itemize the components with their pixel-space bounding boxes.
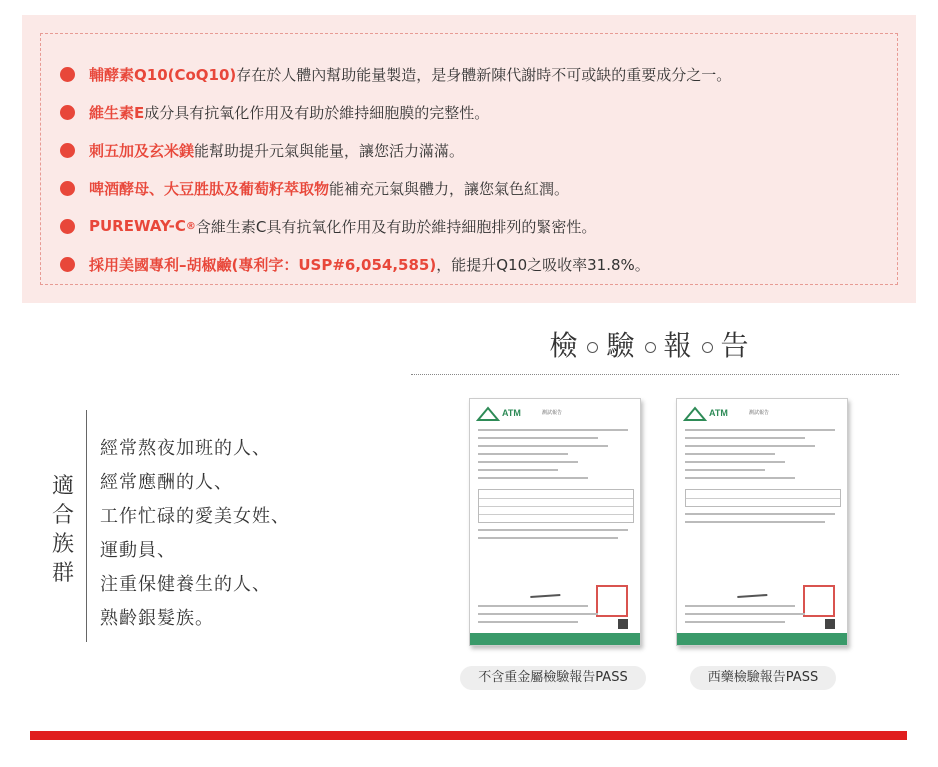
vertical-divider <box>86 410 87 642</box>
target-group-item: 工作忙碌的愛美女姓、 <box>100 506 290 527</box>
doc-heading: 測試報告 <box>542 410 563 416</box>
benefit-item <box>60 169 731 207</box>
target-group-item: 熟齡銀髮族。 <box>100 608 214 629</box>
text-line <box>478 613 598 615</box>
doc-footer <box>677 633 847 645</box>
text-line <box>685 621 785 623</box>
text-line <box>478 461 578 463</box>
text-line <box>478 537 618 539</box>
text-line <box>478 453 568 455</box>
stamp-icon <box>803 585 835 617</box>
text-line <box>478 469 558 471</box>
result-table <box>478 489 634 523</box>
logo-text: ATM <box>709 408 728 418</box>
text-line <box>685 461 785 463</box>
text-line <box>685 437 805 439</box>
qr-code-icon <box>618 619 628 629</box>
result-table <box>685 489 841 507</box>
benefit-highlight: 採用美國專利–胡椒鹼(專利字：USP#6,054,585) <box>89 255 437 274</box>
benefit-text: 存在於人體內幫助能量製造，是身體新陳代謝時不可或缺的重要成分之一。 <box>236 65 732 84</box>
benefit-highlight: 維生素E <box>89 103 145 122</box>
target-group-title: 適合族群 <box>51 474 74 586</box>
benefit-text: 能補充元氣與體力，讓您氣色紅潤。 <box>329 179 570 198</box>
signature-icon <box>530 584 561 598</box>
logo-text: ATM <box>502 408 521 418</box>
report-caption-western-medicine: 西藥檢驗報告PASS <box>690 666 836 690</box>
benefit-text: 成分具有抗氧化作用及有助於維持細胞膜的完整性。 <box>144 103 490 122</box>
dot-separator-icon <box>645 342 656 353</box>
target-group-item: 運動員、 <box>100 540 176 561</box>
text-line <box>478 477 588 479</box>
text-line <box>685 513 835 515</box>
dot-separator-icon <box>587 342 598 353</box>
registered-mark: ® <box>185 220 196 232</box>
report-caption-heavy-metal: 不含重金屬檢驗報告PASS <box>460 666 646 690</box>
text-line <box>478 605 588 607</box>
atm-logo-icon <box>476 404 526 422</box>
target-group-list <box>100 432 290 636</box>
text-line <box>685 477 795 479</box>
benefit-highlight: 刺五加及玄米鎂 <box>89 141 195 160</box>
text-line <box>478 529 628 531</box>
text-line <box>478 437 598 439</box>
test-report-document[interactable] <box>676 398 848 646</box>
benefit-item <box>60 131 731 169</box>
benefit-text: ，能提升Q10之吸收率31.8%。 <box>436 255 650 274</box>
benefit-highlight: 啤酒酵母、大豆胜肽及葡萄籽萃取物 <box>89 179 330 198</box>
benefit-item <box>60 207 731 245</box>
benefit-item <box>60 93 731 131</box>
benefits-panel <box>22 15 916 303</box>
text-line <box>478 429 628 431</box>
text-line <box>685 521 825 523</box>
benefit-highlight: 輔酵素Q10(CoQ10) <box>89 65 237 84</box>
benefit-text: 能幫助提升元氣與能量，讓您活力滿滿。 <box>194 141 465 160</box>
text-line <box>685 469 765 471</box>
text-line <box>685 453 775 455</box>
report-title <box>540 324 760 364</box>
bullet-icon <box>60 105 75 120</box>
report-title-char: 驗 <box>606 329 637 362</box>
qr-code-icon <box>825 619 835 629</box>
atm-logo-icon <box>683 404 733 422</box>
doc-footer <box>470 633 640 645</box>
target-group-item: 經常應酬的人、 <box>100 472 233 493</box>
bullet-icon <box>60 67 75 82</box>
benefit-text: 含維生素C具有抗氧化作用及有助於維持細胞排列的緊密性。 <box>195 217 597 236</box>
text-line <box>685 429 835 431</box>
text-line <box>478 445 608 447</box>
bottom-accent-bar <box>30 731 907 740</box>
text-line <box>685 605 795 607</box>
stamp-icon <box>596 585 628 617</box>
benefit-item <box>60 55 731 93</box>
text-line <box>685 445 815 447</box>
doc-heading: 測試報告 <box>749 410 770 416</box>
benefit-highlight: PUREWAY-C <box>89 217 186 235</box>
bullet-icon <box>60 143 75 158</box>
bullet-icon <box>60 219 75 234</box>
benefit-list <box>60 55 731 283</box>
signature-icon <box>737 584 768 598</box>
report-title-char: 告 <box>720 329 751 362</box>
text-line <box>478 621 578 623</box>
target-group-item: 注重保健養生的人、 <box>100 574 271 595</box>
benefit-item <box>60 245 731 283</box>
report-title-char: 報 <box>663 329 694 362</box>
test-report-document[interactable] <box>469 398 641 646</box>
text-line <box>685 613 805 615</box>
dotted-divider <box>411 374 899 375</box>
target-group-item: 經常熬夜加班的人、 <box>100 438 271 459</box>
dot-separator-icon <box>702 342 713 353</box>
bullet-icon <box>60 257 75 272</box>
bullet-icon <box>60 181 75 196</box>
report-title-char: 檢 <box>549 329 580 362</box>
